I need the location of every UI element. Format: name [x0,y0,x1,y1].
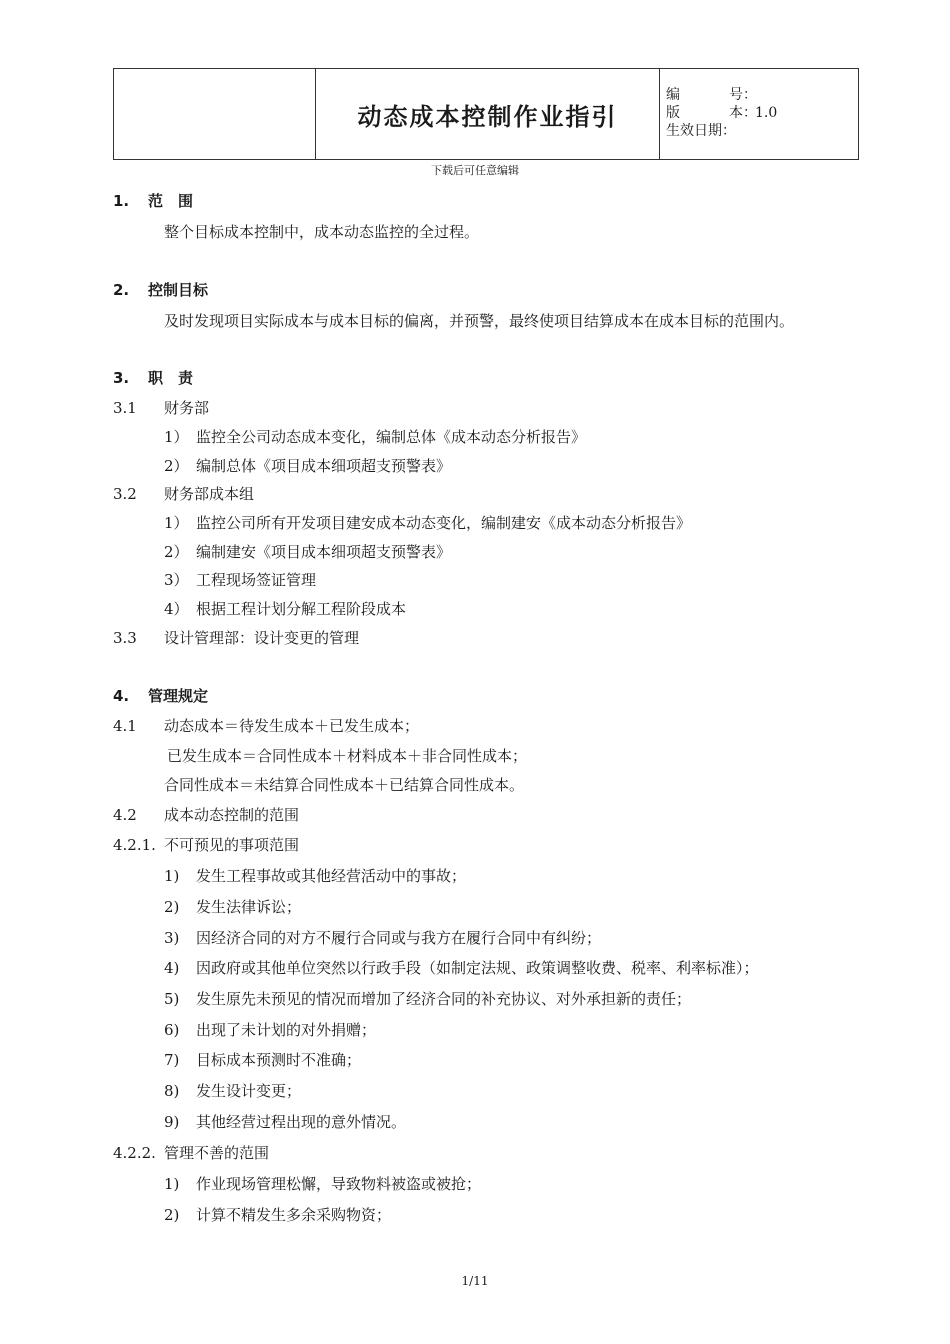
list-item-number: 4) [164,959,180,977]
subsection-3-2-title: 财务部成本组 [164,485,255,503]
version-row: 版本 ： 1.0 [666,105,778,121]
section-1-text: 整个目标成本控制中，成本动态监控的全过程。 [164,223,480,241]
version-value: 1.0 [755,105,778,121]
list-item-text: 其他经营过程出现的意外情况。 [196,1113,407,1131]
page-number: 1/11 [461,1274,489,1288]
list-item-text: 工程现场签证管理 [196,571,317,589]
formula-line: 动态成本＝待发生成本＋已发生成本； [164,717,420,735]
section-2-number: 2. [113,281,130,299]
list-item-number: 2） [164,543,189,561]
subsection-3-1-title: 财务部 [164,399,210,417]
list-item-number: 1) [164,867,180,885]
list-item-text: 根据工程计划分解工程阶段成本 [196,600,407,618]
section-4-number: 4. [113,687,130,705]
rule-4-2-1-number: 4.2.1. [113,836,156,854]
list-item-number: 9) [164,1113,180,1131]
list-item-text: 编制总体《项目成本细项超支预警表》 [196,457,452,475]
list-item-number: 1） [164,428,189,446]
list-item-number: 2) [164,1206,180,1224]
section-3-number: 3. [113,369,130,387]
section-2-title: 控制目标 [148,281,209,299]
rule-4-2-2-number: 4.2.2. [113,1144,156,1162]
list-item-number: 1） [164,514,189,532]
list-item-text: 因经济合同的对方不履行合同或与我方在履行合同中有纠纷； [196,929,602,947]
list-item-text: 发生工程事故或其他经营活动中的事故； [196,867,467,885]
list-item-text: 编制建安《项目成本细项超支预警表》 [196,543,452,561]
list-item-text: 监控全公司动态成本变化，编制总体《成本动态分析报告》 [196,428,587,446]
list-item-number: 8) [164,1082,180,1100]
rule-4-2-number: 4.2 [113,806,137,824]
section-4-title: 管理规定 [148,687,209,705]
section-1-number: 1. [113,192,130,210]
list-item-text: 计算不精发生多余采购物资； [196,1206,392,1224]
rule-4-2-title: 成本动态控制的范围 [164,806,300,824]
meta-cell [660,69,858,159]
list-item-number: 6) [164,1021,180,1039]
list-item-text: 作业现场管理松懈，导致物料被盗或被抢； [196,1175,482,1193]
list-item-text: 出现了未计划的对外捐赠； [196,1021,377,1039]
list-item-number: 2） [164,457,189,475]
section-2-text: 及时发现项目实际成本与成本目标的偏离，并预警，最终使项目结算成本在成本目标的范围内。 [164,312,795,330]
effective-date-row: 生效日期 ： [666,123,736,139]
list-item-text: 发生原先未预见的情况而增加了经济合同的补充协议、对外承担新的责任； [196,990,692,1008]
list-item-number: 4） [164,600,189,618]
number-row: 编号 ： [666,87,757,103]
effective-date-label: 生效日期 [666,123,722,139]
list-item-number: 1) [164,1175,180,1193]
formula-line: 已发生成本＝合同性成本＋材料成本＋非合同性成本； [167,747,528,765]
list-item-number: 3） [164,571,189,589]
list-item-text: 监控公司所有开发项目建安成本动态变化，编制建安《成本动态分析报告》 [196,514,692,532]
list-item-text: 发生设计变更； [196,1082,302,1100]
list-item-number: 3) [164,929,180,947]
subsection-3-3-number: 3.3 [113,629,137,647]
document-title: 动态成本控制作业指引 [357,102,618,131]
list-item-number: 5) [164,990,180,1008]
number-label: 编号 [666,87,743,103]
subsection-3-1-number: 3.1 [113,399,137,417]
rule-4-2-1-title: 不可预见的事项范围 [164,836,300,854]
list-item-number: 7) [164,1051,180,1069]
rule-4-2-2-title: 管理不善的范围 [164,1144,270,1162]
subsection-3-3-title: 设计管理部：设计变更的管理 [164,629,360,647]
list-item-number: 2) [164,898,180,916]
list-item-text: 目标成本预测时不准确； [196,1051,362,1069]
formula-line: 合同性成本＝未结算合同性成本＋已结算合同性成本。 [164,776,525,794]
list-item-text: 发生法律诉讼； [196,898,302,916]
title-cell [316,69,660,159]
section-1-title: 范 围 [148,192,194,210]
list-item-text: 因政府或其他单位突然以行政手段（如制定法规、政策调整收费、税率、利率标准）； [196,959,759,977]
rule-4-1-number: 4.1 [113,717,137,735]
edit-note: 下载后可任意编辑 [431,164,519,177]
logo-cell [114,69,316,159]
document-header-table [113,68,859,160]
subsection-3-2-number: 3.2 [113,485,137,503]
section-3-title: 职 责 [148,369,194,387]
version-label: 版本 [666,105,743,121]
